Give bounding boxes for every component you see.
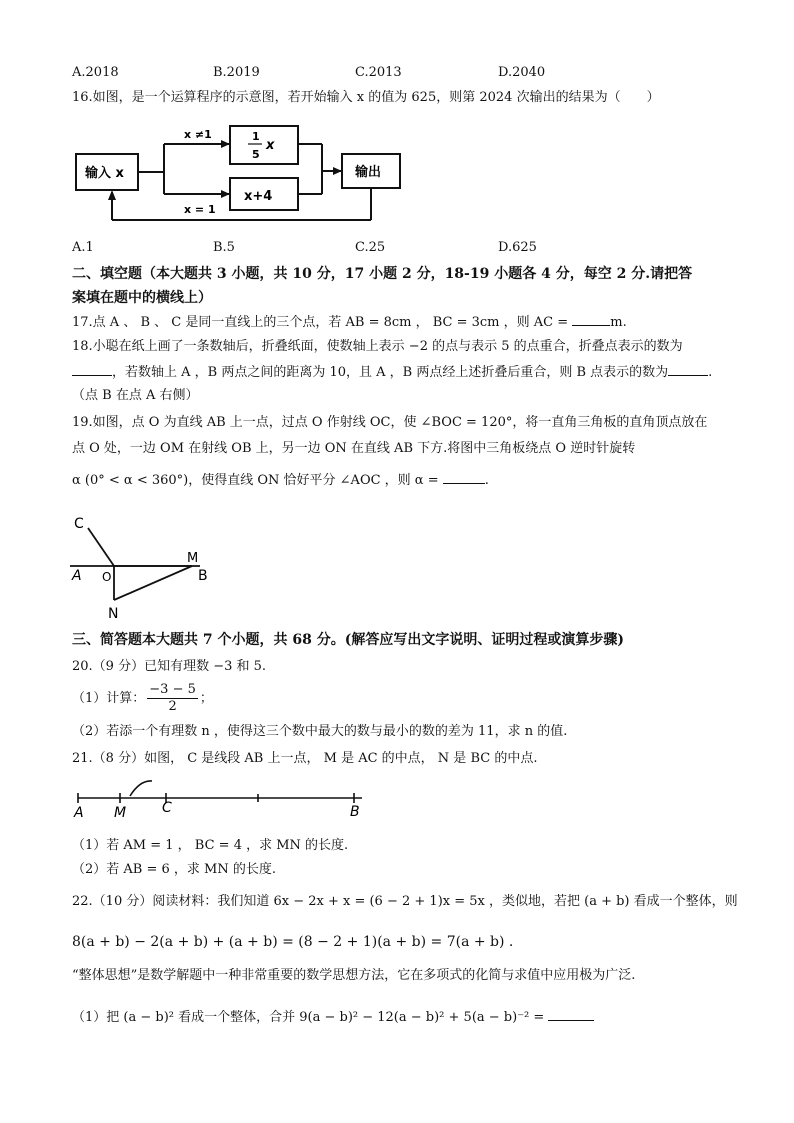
- seg-label-m: M: [114, 805, 127, 820]
- q15-option-a: A.2018: [72, 65, 119, 80]
- q22-line2: 8(a + b) − 2(a + b) + (a + b) = (8 − 2 + 1)(a + b) = 7(a + b) .: [72, 934, 514, 950]
- q19-angle-figure: [70, 508, 220, 628]
- q16-option-c: C.25: [355, 240, 386, 255]
- q19-line1: 19.如图，点 O 为直线 AB 上一点，过点 O 作射线 OC，使 ∠BOC = 120°，将一直角三角板的直角顶点放在: [72, 415, 708, 430]
- q21-segment-figure: [70, 776, 370, 820]
- q22-part1: [72, 1008, 594, 1027]
- top-box-frac-num: 1: [252, 130, 260, 143]
- q20-fraction-numerator: −3 − 5: [149, 682, 196, 697]
- seg-label-c: C: [162, 800, 172, 816]
- q22-answer-blank: [548, 1008, 594, 1021]
- q21-part2: （2）若 AB = 6 ，求 MN 的长度.: [72, 862, 276, 877]
- q20-part1-end: ；: [199, 691, 213, 706]
- q20-line1: 20.（9 分）已知有理数 −3 和 5.: [72, 659, 267, 674]
- bottom-box-text: x+4: [244, 189, 273, 204]
- q16-stem: 16.如图，是一个运算程序的示意图，若开始输入 x 的值为 625，则第 2024 次输出的结果为（ ）: [72, 90, 660, 105]
- q20-part1: [72, 682, 213, 715]
- q16-option-d: D.625: [498, 240, 537, 255]
- q19-line3-end: .: [484, 473, 489, 488]
- q18-answer-blank-2: [668, 363, 708, 376]
- q19-line3-text: α (0° < α < 360°)，使得直线 ON 恰好平分 ∠AOC ，则 α =: [72, 473, 439, 488]
- section2-title-line1: 二、填空题（本大题共 3 小题，共 10 分，17 小题 2 分，18-19 小题各 4 分，每空 2 分.请把答: [72, 266, 693, 282]
- q20-part2: （2）若添一个有理数 n ，使得这三个数中最大的数与最小的数的差为 11，求 n 的值.: [72, 724, 568, 739]
- q22-part1-text: （1）把 (a − b)² 看成一个整体，合并 9(a − b)² − 12(a − b)² + 5(a − b)⁻² =: [72, 1010, 545, 1025]
- q17-text: 17.点 A 、 B 、 C 是同一直线上的三个点，若 AB = 8cm ， BC = 3cm ，则 AC =: [72, 315, 569, 330]
- q19-line2: 点 O 处，一边 OM 在射线 OB 上，另一边 ON 在直线 AB 下方.将图中三角板绕点 O 逆时针旋转: [72, 441, 636, 456]
- q20-fraction: [147, 682, 198, 715]
- top-box-text: x: [266, 138, 275, 153]
- q17-line: [72, 313, 627, 332]
- label-a: A: [72, 568, 82, 584]
- top-box-frac-den: 5: [252, 148, 260, 161]
- q15-option-b: B.2019: [213, 65, 260, 80]
- q18-line3: （点 B 在点 A 右侧）: [72, 388, 199, 403]
- q21-part1: （1）若 AM = 1 ， BC = 4 ，求 MN 的长度.: [72, 838, 349, 853]
- seg-label-b: B: [350, 804, 360, 820]
- input-label: 输入 x: [85, 166, 124, 181]
- bottom-condition: x = 1: [184, 203, 216, 216]
- q17-answer-blank: [572, 313, 610, 326]
- q22-line3: “整体思想”是数学解题中一种非常重要的数学思想方法，它在多项式的化简与求值中应用极为广泛.: [72, 968, 636, 983]
- q18-answer-blank-1: [72, 363, 112, 376]
- q20-part1-label: （1）计算：: [72, 691, 146, 706]
- output-label: 输出: [355, 165, 382, 180]
- q16-option-a: A.1: [72, 240, 94, 255]
- section3-title: 三、简答题本大题共 7 个小题，共 68 分。(解答应写出文字说明、证明过程或演算步骤): [72, 632, 624, 648]
- label-c: C: [74, 516, 84, 532]
- top-operation-box: [230, 126, 298, 164]
- q17-text-end: m.: [610, 315, 627, 330]
- label-b: B: [198, 568, 208, 584]
- q15-option-c: C.2013: [355, 65, 402, 80]
- q16-option-b: B.5: [213, 240, 235, 255]
- q18-line2: [72, 363, 712, 382]
- top-condition: x ≠1: [184, 128, 212, 141]
- q18-line2-text: ，若数轴上 A ，B 两点之间的距离为 10，且 A ，B 两点经上述折叠后重合，则 B 点表示的数为: [112, 365, 669, 380]
- q18-line2-end: .: [708, 365, 713, 380]
- q21-line1: 21.（8 分）如图， C 是线段 AB 上一点， M 是 AC 的中点， N 是 BC 的中点.: [72, 751, 538, 766]
- q16-flow-diagram: [72, 116, 412, 232]
- label-n: N: [108, 606, 119, 622]
- label-o: O: [102, 570, 112, 584]
- seg-label-a: A: [74, 805, 84, 820]
- q18-line1: 18.小聪在纸上画了一条数轴后，折叠纸面，使数轴上表示 −2 的点与表示 5 的点重合，折叠点表示的数为: [72, 339, 683, 354]
- q20-fraction-denominator: 2: [168, 699, 177, 714]
- q19-line3: [72, 471, 489, 490]
- q22-line1: 22.（10 分）阅读材料：我们知道 6x − 2x + x = (6 − 2 + 1)x = 5x ，类似地，若把 (a + b) 看成一个整体，则: [72, 894, 738, 909]
- q19-answer-blank: [443, 471, 485, 484]
- label-m: M: [187, 551, 199, 566]
- section2-title-line2: 案填在题中的横线上）: [72, 290, 212, 306]
- q15-option-d: D.2040: [498, 65, 546, 80]
